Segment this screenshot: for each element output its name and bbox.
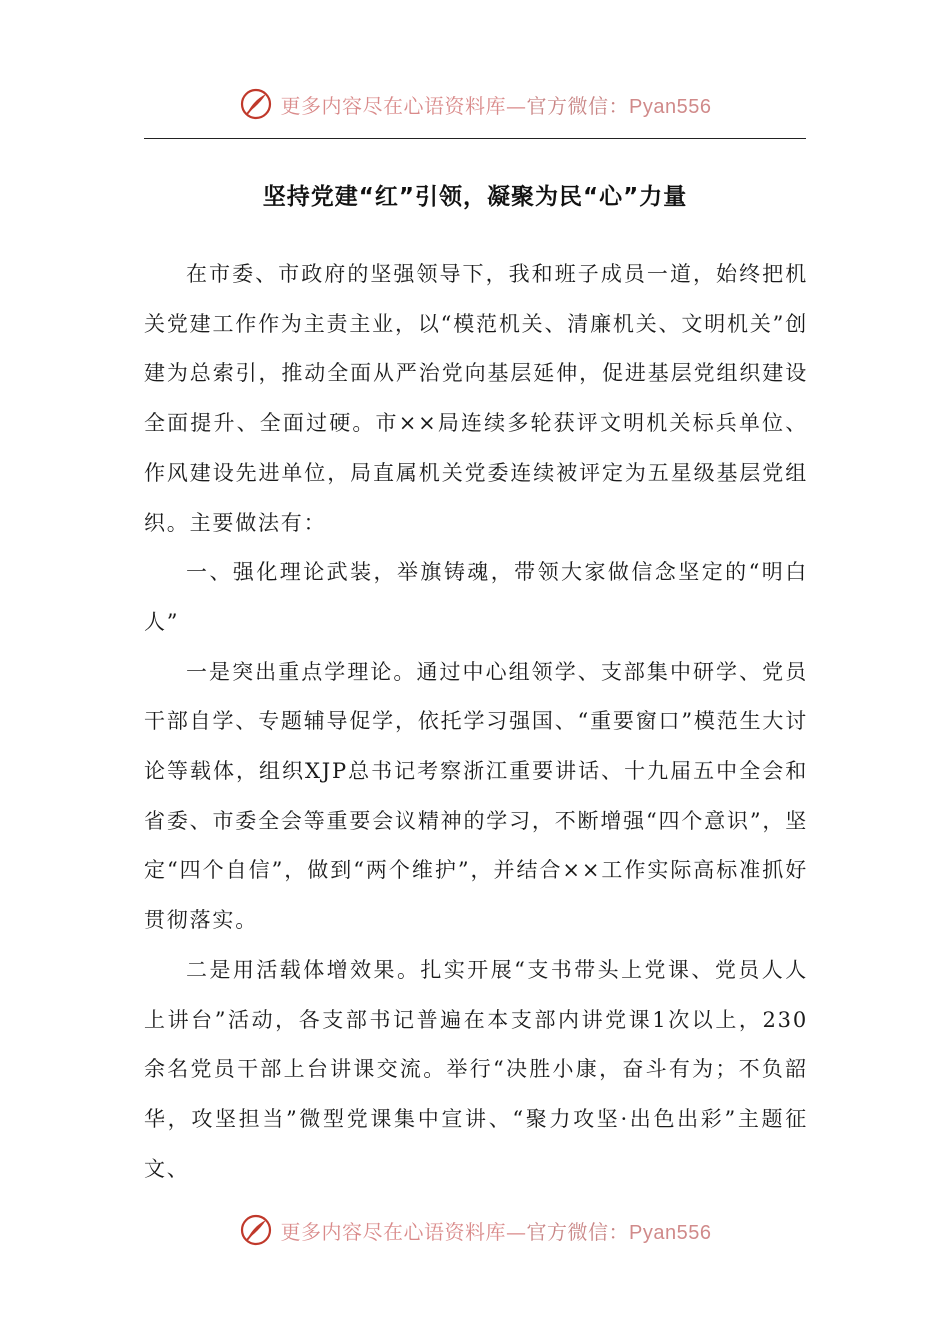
watermark-wechat-id: Pyan556 [629, 1221, 712, 1244]
watermark-wechat-label: 官方微信： [526, 93, 630, 118]
section-heading: 一、强化理论武装，举旗铸魂，带领大家做信念坚定的“明白人” [144, 560, 808, 634]
watermark-text [281, 1216, 712, 1245]
paragraph: 二是用活载体增效果。扎实开展“支书带头上党课、党员人人上讲台”活动，各支部书记普遍在本支部内讲党课1次以上，230余名党员干部上台讲课交流。举行“决胜小康，奋斗有为；不负韶华，攻坚担当”微型党课集中宣讲、“聚力攻坚·出色出彩”主题征文、 [144, 957, 808, 1181]
watermark-text [281, 90, 712, 119]
document-body [144, 250, 808, 1194]
watermark-banner-bottom [0, 1208, 950, 1252]
paragraph: 在市委、市政府的坚强领导下，我和班子成员一道，始终把机关党建工作作为主责主业，以“模范机关、清廉机关、文明机关”创建为总索引，推动全面从严治党向基层延伸，促进基层党组织建设全面提升、全面过硬。市××局连续多轮获评文明机关标兵单位、作风建设先进单位，局直属机关党委连续被评定为五星级基层党组织。主要做法有： [144, 262, 808, 535]
document-title: 坚持党建“红”引领，凝聚为民“心”力量 [262, 184, 688, 210]
quill-logo-icon [239, 1213, 273, 1247]
watermark-dash: — [506, 1219, 527, 1244]
watermark-banner-top [0, 82, 950, 126]
watermark-dash: — [506, 93, 527, 118]
quill-logo-icon [239, 87, 273, 121]
watermark-wechat-id: Pyan556 [629, 95, 712, 118]
header-rule [144, 138, 806, 139]
paragraph: 一是突出重点学理论。通过中心组领学、支部集中研学、党员干部自学、专题辅导促学，依托学习强国、“重要窗口”模范生大讨论等载体，组织XJP总书记考察浙江重要讲话、十九届五中全会和省委、市委全会等重要会议精神的学习，不断增强“四个意识”，坚定“四个自信”，做到“两个维护”，并结合××工作实际高标准抓好贯彻落实。 [144, 659, 808, 933]
watermark-site-text: 更多内容尽在心语资料库 [280, 93, 507, 118]
watermark-wechat-label: 官方微信： [526, 1219, 630, 1244]
watermark-site-text: 更多内容尽在心语资料库 [280, 1219, 507, 1244]
